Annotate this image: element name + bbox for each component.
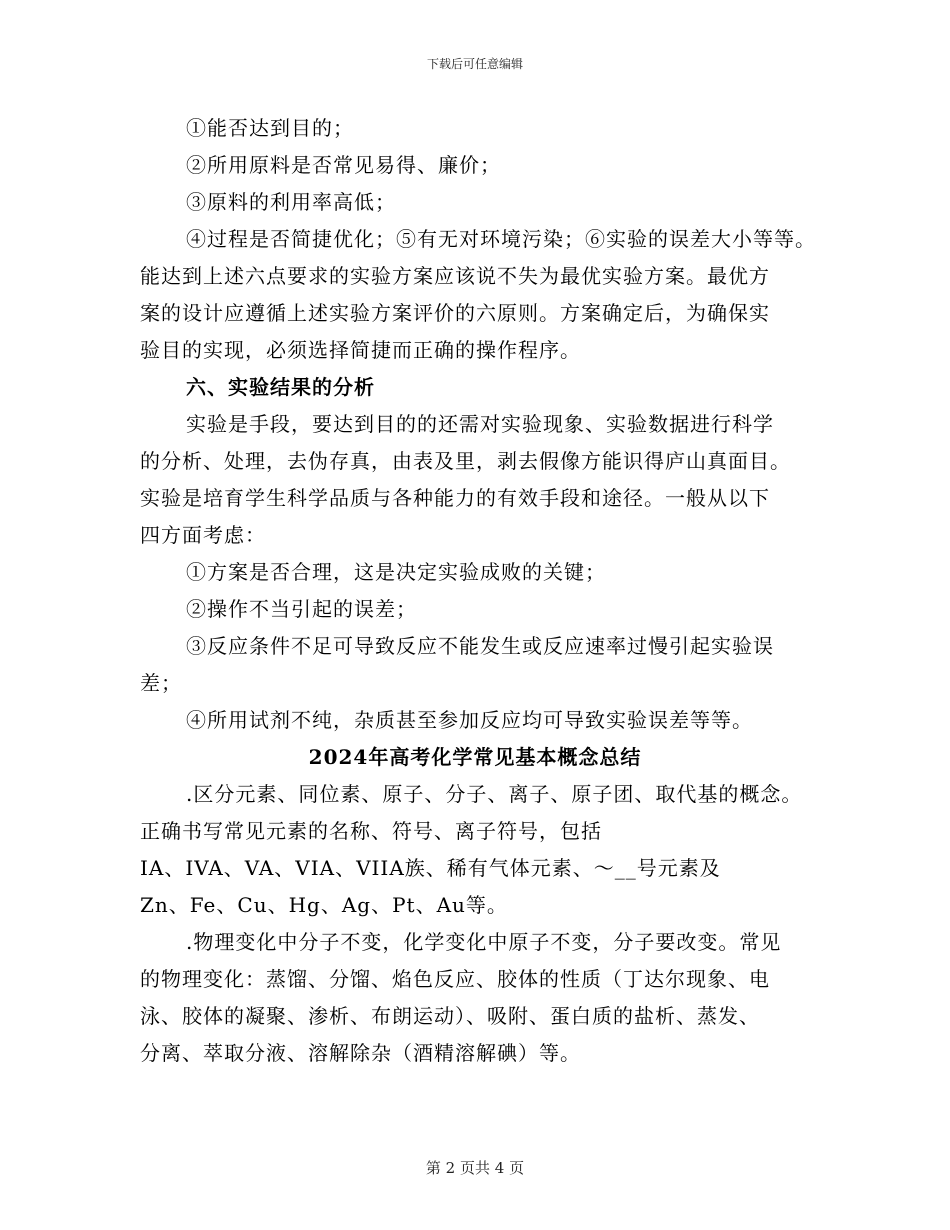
paragraph-line: Zn、Fe、Cu、Hg、Ag、Pt、Au等。 (140, 893, 508, 917)
paragraph-line: 差； (140, 671, 182, 695)
list-item: ①方案是否合理，这是决定实验成败的关键； (186, 560, 606, 584)
list-item: ④所用试剂不纯，杂质甚至参加反应均可导致实验误差等等。 (186, 708, 753, 732)
list-item: ②所用原料是否常见易得、廉价； (186, 153, 501, 177)
list-item: ①能否达到目的； (186, 116, 354, 140)
paragraph-line: 案的设计应遵循上述实验方案评价的六原则。方案确定后，为确保实 (140, 301, 770, 325)
paragraph-line: .区分元素、同位素、原子、分子、离子、原子团、取代基的概念。 (186, 782, 803, 806)
paragraph-line: .物理变化中分子不变，化学变化中原子不变，分子要改变。常见 (186, 930, 782, 954)
paragraph-line: 泳、胶体的凝聚、渗析、布朗运动）、吸附、蛋白质的盐析、蒸发、 (140, 1004, 760, 1028)
page-header: 下载后可任意编辑 (426, 57, 523, 71)
paragraph-line: 实验是培育学生科学品质与各种能力的有效手段和途径。一般从以下 (140, 486, 770, 510)
list-item: ④过程是否简捷优化；⑤有无对环境污染；⑥实验的误差大小等等。 (186, 227, 816, 251)
paragraph-line: 分离、萃取分液、溶解除杂（酒精溶解碘）等。 (140, 1041, 581, 1065)
paragraph-line: 的物理变化：蒸馏、分馏、焰色反应、胶体的性质（丁达尔现象、电 (140, 967, 770, 991)
section-heading: 六、实验结果的分析 (186, 375, 375, 399)
list-item: ③原料的利用率高低； (186, 190, 396, 214)
paragraph-line: 实验是手段，要达到目的的还需对实验现象、实验数据进行科学 (186, 412, 774, 436)
paragraph-line: 四方面考虑： (140, 523, 266, 547)
document-title: 2024年高考化学常见基本概念总结 (308, 745, 642, 769)
paragraph-line: 的分析、处理，去伪存真，由表及里，剥去假像方能识得庐山真面目。 (140, 449, 791, 473)
list-item: ③反应条件不足可导致反应不能发生或反应速率过慢引起实验误 (186, 634, 774, 658)
paragraph-line: 能达到上述六点要求的实验方案应该说不失为最优实验方案。最优方 (140, 264, 770, 288)
list-item: ②操作不当引起的误差； (186, 597, 417, 621)
paragraph-line: 验目的实现，必须选择简捷而正确的操作程序。 (140, 338, 581, 362)
page-footer: 第 2 页共 4 页 (425, 1159, 525, 1177)
paragraph-line: 正确书写常见元素的名称、符号、离子符号，包括 (140, 819, 602, 843)
paragraph-line: IA、IVA、VA、VIA、VIIA族、稀有气体元素、～__号元素及 (140, 856, 721, 880)
